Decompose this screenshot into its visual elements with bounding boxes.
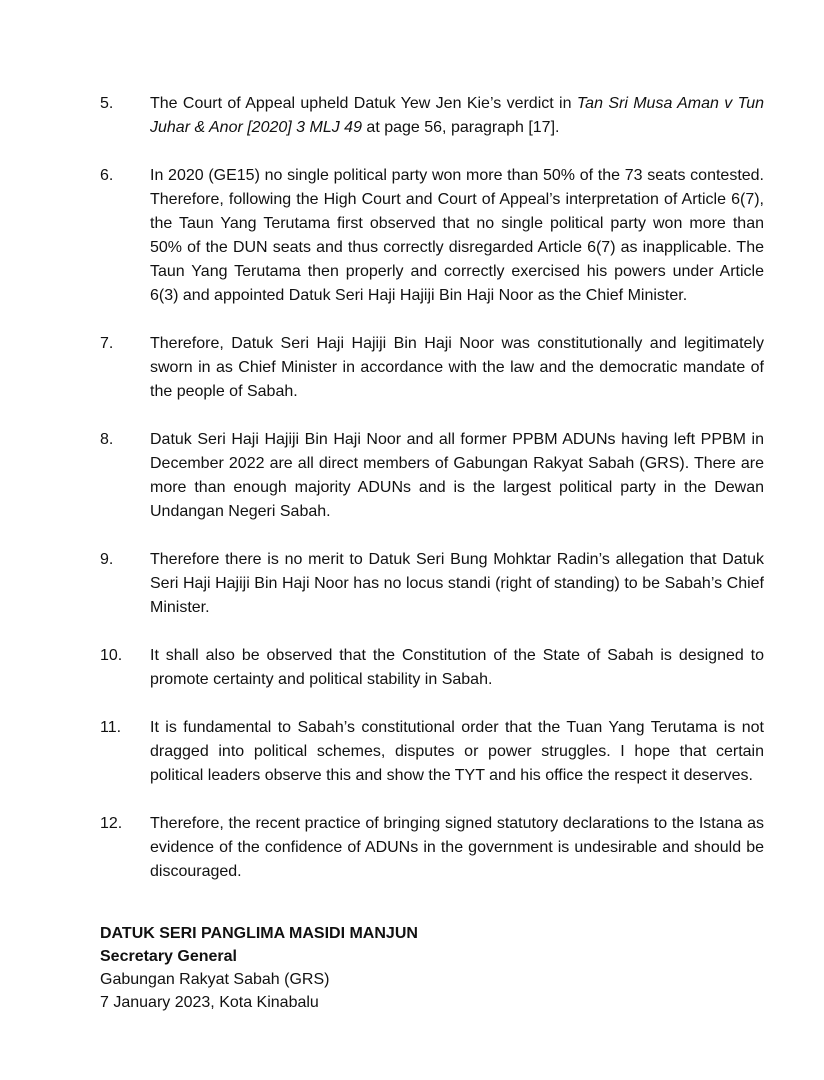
signatory-organization: Gabungan Rakyat Sabah (GRS): [100, 971, 330, 988]
paragraph-number: 5.: [100, 95, 114, 112]
paragraph-list: [100, 92, 764, 884]
paragraph-text: [150, 644, 764, 692]
numbered-paragraph: [100, 548, 764, 620]
numbered-paragraph: [100, 812, 764, 884]
paragraph-text-segment: It is fundamental to Sabah’s constitutional order that the Tuan Yang Terutama is not dragged into political schemes, disputes or power struggles. I hope that certain political leaders observe this and show the TYT and his office the respect it deserves.: [150, 719, 764, 784]
paragraph-text: [150, 92, 764, 140]
paragraph-text-segment: The Court of Appeal upheld Datuk Yew Jen Kie’s verdict in: [150, 95, 577, 112]
signatory-title: Secretary General: [100, 948, 237, 965]
signature-block: [100, 922, 764, 1014]
paragraph-number: 9.: [100, 551, 114, 568]
paragraph-number: 7.: [100, 335, 114, 352]
paragraph-text: [150, 164, 764, 308]
numbered-paragraph: [100, 332, 764, 404]
numbered-paragraph: [100, 644, 764, 692]
numbered-paragraph: [100, 92, 764, 140]
paragraph-number: 12.: [100, 815, 123, 832]
signatory-name: DATUK SERI PANGLIMA MASIDI MANJUN: [100, 925, 418, 942]
signature-date-place: 7 January 2023, Kota Kinabalu: [100, 994, 319, 1011]
numbered-paragraph: [100, 716, 764, 788]
paragraph-text-segment: In 2020 (GE15) no single political party won more than 50% of the 73 seats contested. Therefore, following the High Court and Court of Appeal’s interpretation of Article 6(7), the Taun Yang Terutama first observed that no single political party won more than 50% of the DUN seats and thus correctly disregarded Article 6(7) as inapplicable. The Taun Yang Terutama then properly and correctly exercised his powers under Article 6(3) and appointed Datuk Seri Haji Hajiji Bin Haji Noor as the Chief Minister.: [150, 167, 764, 304]
paragraph-number: 6.: [100, 167, 114, 184]
paragraph-text: [150, 716, 764, 788]
paragraph-text: [150, 428, 764, 524]
paragraph-text-segment: It shall also be observed that the Constitution of the State of Sabah is designed to promote certainty and political stability in Sabah.: [150, 647, 764, 688]
paragraph-text: [150, 548, 764, 620]
paragraph-text-segment: at page 56, paragraph [17].: [361, 119, 560, 136]
paragraph-text-segment: Therefore, the recent practice of bringing signed statutory declarations to the Istana as evidence of the confidence of ADUNs in the government is undesirable and should be discouraged.: [150, 815, 764, 880]
case-citation: Tan Sri Musa Aman v Tun Juhar & Anor [2020] 3 MLJ 49: [150, 95, 764, 136]
paragraph-text-segment: Datuk Seri Haji Hajiji Bin Haji Noor and all former PPBM ADUNs having left PPBM in December 2022 are all direct members of Gabungan Rakyat Sabah (GRS). There are more than enough majority ADUNs and is the largest political party in the Dewan Undangan Negeri Sabah.: [150, 431, 764, 520]
paragraph-text: [150, 812, 764, 884]
paragraph-number: 10.: [100, 647, 123, 664]
paragraph-text: [150, 332, 764, 404]
paragraph-text-segment: Therefore, Datuk Seri Haji Hajiji Bin Haji Noor was constitutionally and legitimately sworn in as Chief Minister in accordance with the law and the democratic mandate of the people of Sabah.: [150, 335, 764, 400]
paragraph-text-segment: Therefore there is no merit to Datuk Seri Bung Mohktar Radin’s allegation that Datuk Seri Haji Hajiji Bin Haji Noor has no locus standi (right of standing) to be Sabah’s Chief Minister.: [150, 551, 764, 616]
paragraph-number: 8.: [100, 431, 114, 448]
numbered-paragraph: [100, 164, 764, 308]
paragraph-number: 11.: [100, 719, 122, 736]
numbered-paragraph: [100, 428, 764, 524]
